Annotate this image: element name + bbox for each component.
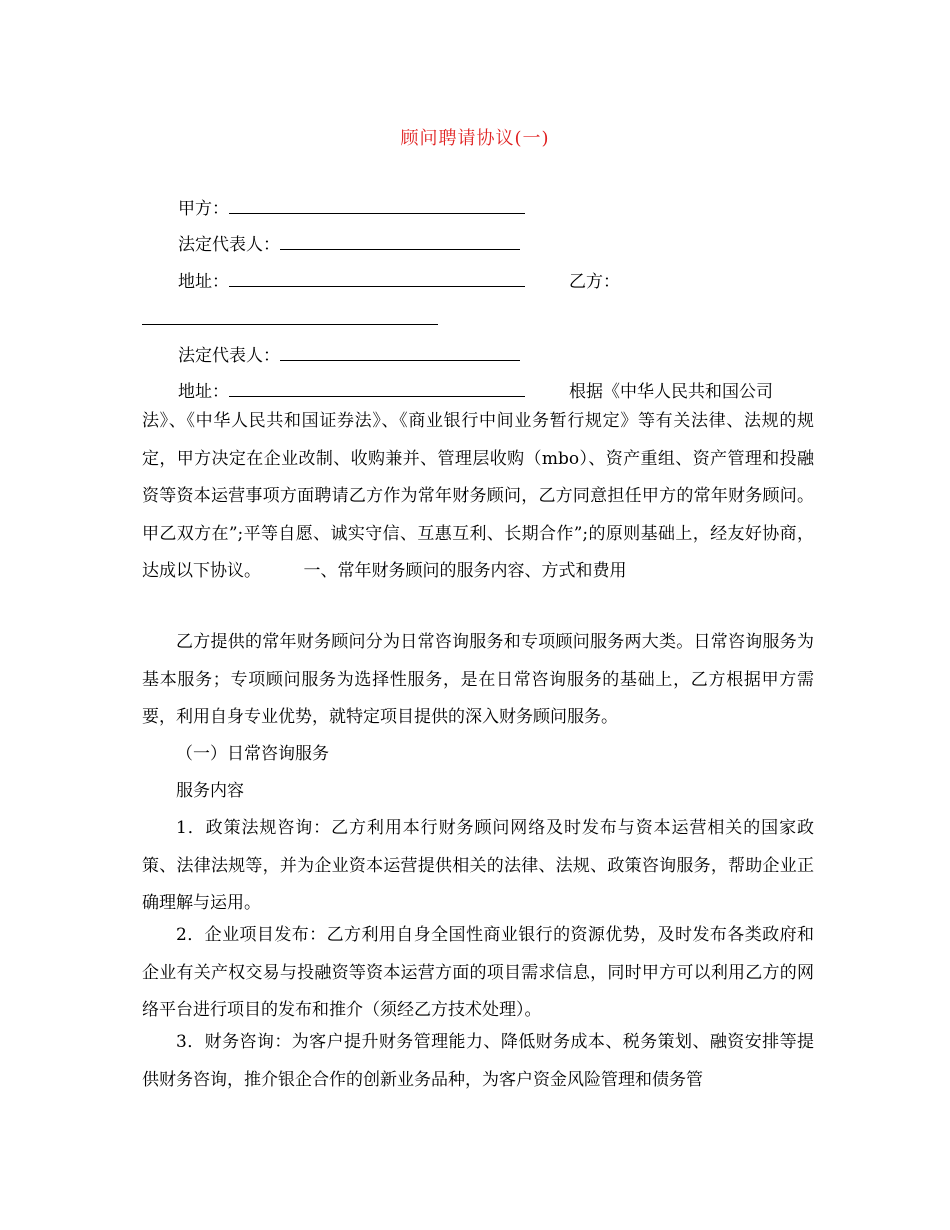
party-a-rep-label: 法定代表人： <box>178 235 280 255</box>
party-b-address-line <box>178 380 525 404</box>
party-a-line <box>178 197 525 221</box>
item-project-publishing: 2．企业项目发布：乙方利用自身全国性商业银行的资源优势，及时发布各类政府和企业有关产权交易与投融资等资本运营方面的项目需求信息，同时甲方可以利用乙方的网络平台进行项目的发布和推介（须经乙方技术处理）。 <box>142 925 814 1020</box>
party-a-address-blank <box>229 270 525 287</box>
intro-paragraph: 法》、《中华人民共和国证券法》、《商业银行中间业务暂行规定》等有关法律、法规的规定，甲方决定在企业改制、收购兼并、管理层收购（mbo）、资产重组、资产管理和投融资等资本运营事项方面聘请乙方作为常年财务顾问，乙方同意担任甲方的常年财务顾问。甲乙双方在”;平等自愿、诚实守信、互惠互利、长期合作”;的原则基础上，经友好协商，达成以下协议。 一、常年财务顾问的服务内容、方式和费用 <box>142 411 814 581</box>
party-b-rep-blank <box>280 344 520 361</box>
party-b-line <box>569 270 620 294</box>
service-content-heading: 服务内容 <box>176 781 244 801</box>
section-daily-consulting-heading: （一）日常咨询服务 <box>176 744 329 764</box>
party-a-label: 甲方： <box>178 199 229 219</box>
document-title: 顾问聘请协议(一) <box>400 128 550 149</box>
party-b-blank-line <box>142 308 438 332</box>
party-a-blank <box>229 197 525 214</box>
intro-tail-text: 根据《中华人民共和国公司 <box>569 382 773 402</box>
party-a-address-line <box>178 270 525 294</box>
service-overview-paragraph: 乙方提供的常年财务顾问分为日常咨询服务和专项顾问服务两大类。日常咨询服务为基本服务；专项顾问服务为选择性服务，是在日常咨询服务的基础上，乙方根据甲方需要，利用自身专业优势，就特定项目提供的深入财务顾问服务。 <box>142 632 814 727</box>
party-a-address-label: 地址： <box>178 272 229 292</box>
party-b-rep-label: 法定代表人： <box>178 346 280 366</box>
intro-tail-line <box>569 380 773 404</box>
item-policy-consulting: 1．政策法规咨询：乙方利用本行财务顾问网络及时发布与资本运营相关的国家政策、法律法规等，并为企业资本运营提供相关的法律、法规、政策咨询服务，帮助企业正确理解与运用。 <box>142 818 814 913</box>
party-b-address-blank <box>229 380 525 397</box>
party-b-address-label: 地址： <box>178 382 229 402</box>
party-a-rep-blank <box>280 233 520 250</box>
item-financial-consulting: 3．财务咨询：为客户提升财务管理能力、降低财务成本、税务策划、融资安排等提供财务咨询，推介银企合作的创新业务品种，为客户资金风险管理和债务管 <box>142 1032 814 1090</box>
party-b-rep-line <box>178 344 520 368</box>
party-b-blank <box>142 308 438 325</box>
party-b-label: 乙方： <box>569 272 620 292</box>
party-a-rep-line <box>178 233 520 257</box>
